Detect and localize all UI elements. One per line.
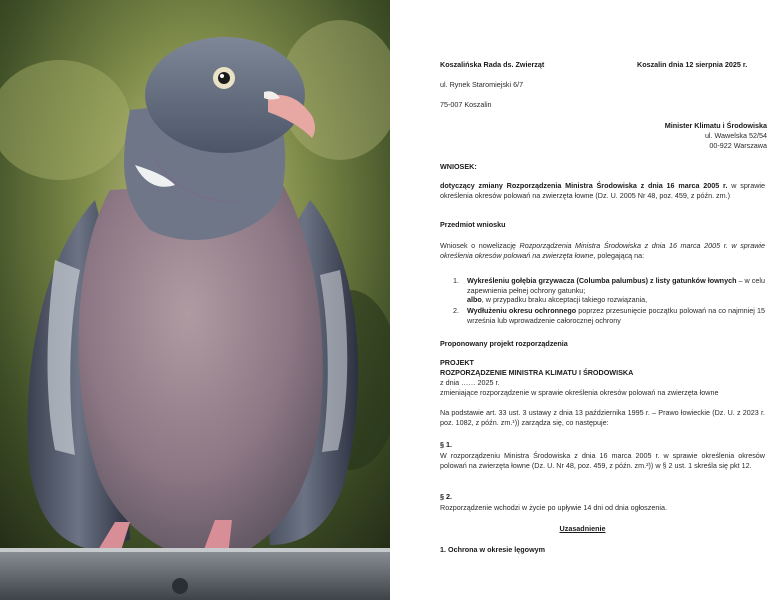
subject-pre: Wniosek o nowelizację — [440, 241, 520, 250]
item-1-text — [467, 276, 765, 305]
section-1-heading: 1. Ochrona w okresie lęgowym — [440, 545, 546, 554]
subject-post: , polegającą na: — [593, 250, 645, 260]
concerning-paragraph — [440, 181, 765, 200]
paragraph-1-text: W rozporządzeniu Ministra Środowiska z dnia 16 marca 2005 r. w sprawie określenia okresów polowań na zwierzęta łowne (Dz. U. Nr 48, poz. 459, z późn. zm.²)) w § 2 ust. 1 skreśla się pkt 12. — [440, 451, 765, 470]
justification-heading: Uzasadnienie — [559, 524, 606, 533]
item-1-number: 1. — [453, 276, 459, 285]
paragraph-1-label: § 1. — [440, 440, 452, 449]
sender-street: ul. Rynek Staromiejski 6/7 — [440, 80, 524, 89]
subject-paragraph — [440, 241, 765, 260]
petition-letter — [390, 0, 775, 600]
item-2-text — [467, 306, 765, 325]
item-2-number: 2. — [453, 306, 459, 315]
recipient-city: 00-922 Warszawa — [709, 141, 767, 150]
paragraph-2-text: Rozporządzenie wchodzi w życie po upływie 14 dni od dnia ogłoszenia. — [440, 503, 667, 512]
recipient-street: ul. Wawelska 52/54 — [704, 131, 767, 140]
recipient-name: Minister Klimatu i Środowiska — [664, 121, 767, 130]
wniosek-heading: WNIOSEK: — [440, 162, 477, 171]
item-2-bold: Wydłużeniu okresu ochronnego — [467, 306, 577, 315]
legal-basis: Na podstawie art. 33 ust. 3 ustawy z dnia 13 października 1995 r. – Prawo łowieckie (Dz. U. z 2023 r. poz. 1082, z późn. zm.¹)) zarządza się, co następuje: — [440, 408, 765, 427]
concerning-bold: dotyczący zmiany Rozporządzenia Ministra Środowiska z dnia 16 marca 2005 r. — [440, 181, 728, 190]
place-date: Koszalin dnia 12 sierpnia 2025 r. — [637, 60, 748, 69]
sender-name: Koszalińska Rada ds. Zwierząt — [440, 60, 545, 69]
item-1-alt-bold: albo — [467, 295, 482, 305]
proposed-heading: Proponowany projekt rozporządzenia — [440, 339, 568, 348]
item-2-rest: poprzez przesunięcie początku polowań na co najmniej 15 września lub wprowadzenie całorocznej ochrony — [467, 306, 765, 325]
subject-italic: Rozporządzenia Ministra Środowiska z dnia 16 marca 2005 r. w sprawie określenia okresów polowań na zwierzęta łowne — [440, 241, 765, 260]
projekt-label: PROJEKT — [440, 358, 474, 367]
item-1-alt-rest: , w przypadku braku akceptacji takiego rozwiązania, — [481, 295, 648, 305]
paragraph-2-label: § 2. — [440, 492, 452, 501]
item-1-bold: Wykreśleniu gołębia grzywacza (Columba palumbus) z listy gatunków łownych — [467, 276, 737, 285]
projekt-date: z dnia …… 2025 r. — [440, 378, 500, 387]
projekt-title: ROZPORZĄDZENIE MINISTRA KLIMATU I ŚRODOWISKA — [440, 368, 634, 377]
projekt-subtitle: zmieniające rozporządzenie w sprawie określenia okresów polowań na zwierzęta łowne — [440, 388, 719, 397]
sender-city: 75-007 Koszalin — [440, 100, 492, 109]
item-1-rest: – w celu zapewnienia pełnej ochrony gatunku; — [467, 276, 765, 295]
subject-heading: Przedmiot wniosku — [440, 220, 506, 229]
concerning-rest: w sprawie określenia okresów polowań na zwierzęta łowne (Dz. U. 2005 Nr 48, poz. 459, z późn. zm.) — [440, 181, 765, 200]
